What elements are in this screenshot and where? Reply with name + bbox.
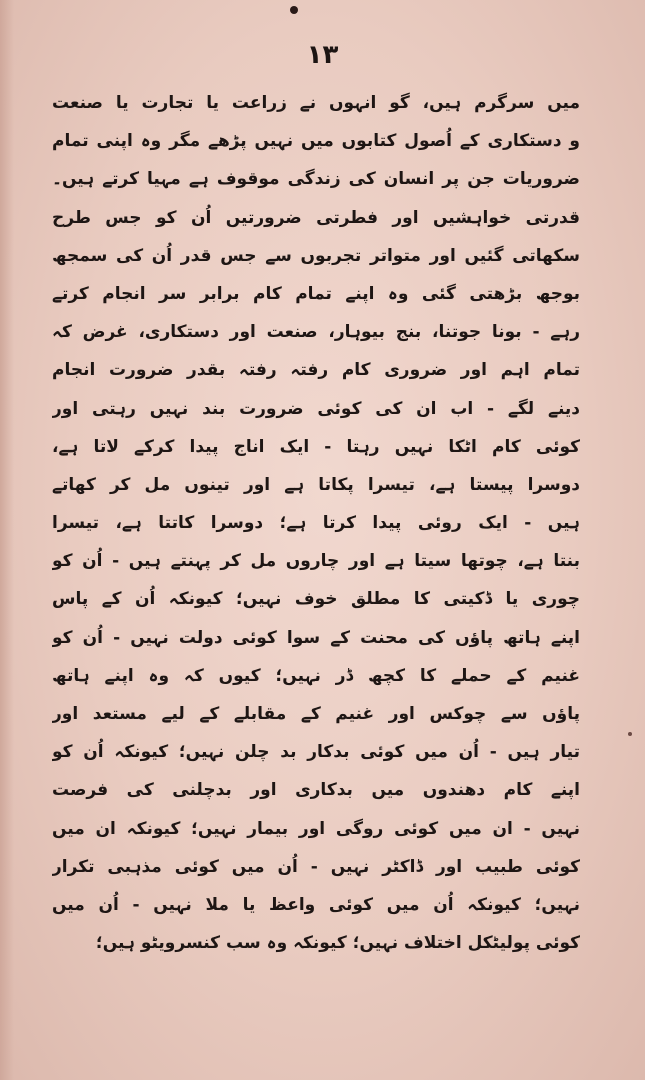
text-line: کوئی طبیب اور ڈاکٹر نہیں - اُن میں کوئی مذہبی تکرار <box>52 856 580 877</box>
text-line: رہے - بونا جوتنا، بنج بیوہار، صنعت اور دستکاری، غرض کہ <box>52 322 580 343</box>
text-line: غنیم کے حملے کا کچھ ڈر نہیں؛ کیوں کہ وہ اپنے ہاتھ <box>52 665 580 686</box>
ink-dot <box>290 6 298 14</box>
text-line: میں سرگرم ہیں، گو انہوں نے زراعت یا تجارت یا صنعت <box>52 93 580 113</box>
text-line: دوسرا پیستا ہے، تیسرا پکاتا ہے اور تینوں مل کر کھاتے <box>52 474 580 495</box>
text-line: تمام اہم اور ضروری کام رفتہ رفتہ بقدر ضرورت انجام <box>52 360 580 381</box>
text-line: اپنے ہاتھ پاؤں کی محنت کے سوا کوئی دولت نہیں - اُن کو <box>52 627 580 648</box>
text-line: نہیں؛ کیونکہ اُن میں کوئی واعظ یا ملا نہیں - اُن میں <box>52 894 580 915</box>
text-line: کوئی پولیٹکل اختلاف نہیں؛ کیونکہ وہ سب کنسرویٹو ہیں؛ <box>95 933 580 954</box>
text-line: بنتا ہے، چوتھا سیتا ہے اور چاروں مل کر پہنتے ہیں - اُن کو <box>52 551 580 572</box>
text-line: کوئی کام اٹکا نہیں رہتا - ایک اناج پیدا کرکے لاتا ہے، <box>52 436 580 457</box>
page-left-shadow <box>0 0 14 1080</box>
ink-speck <box>628 732 632 736</box>
text-line: نہیں - ان میں کوئی روگی اور بیمار نہیں؛ کیونکہ ان میں <box>52 818 580 839</box>
text-line: ہیں - ایک روئی پیدا کرتا ہے؛ دوسرا کاتتا ہے، تیسرا <box>52 513 580 534</box>
text-line: و دستکاری کے اُصول کتابوں میں نہیں پڑھے مگر وہ اپنی تمام <box>52 131 580 152</box>
page-number: ۱۳ <box>306 40 339 70</box>
body-text <box>52 84 580 962</box>
text-line: چوری یا ڈکیتی کا مطلق خوف نہیں؛ کیونکہ اُن کے پاس <box>52 589 580 610</box>
text-line: قدرتی خواہشیں اور فطرتی ضرورتیں اُن کو جس طرح <box>52 207 580 228</box>
text-line: بوجھ بڑھتی گئی وہ اپنے تمام کام برابر سر انجام کرتے <box>52 283 580 304</box>
text-line: اپنے کام دھندوں میں بدکاری اور بدچلنی کی فرصت <box>52 780 580 801</box>
text-line: تیار ہیں - اُن میں کوئی بدکار بد چلن نہیں؛ کیونکہ اُن کو <box>52 742 580 763</box>
text-line: دینے لگے - اب ان کی کوئی ضرورت بند نہیں رہتی اور <box>52 398 580 419</box>
text-line: سکھاتی گئیں اور متواتر تجربوں سے جس قدر اُن کی سمجھ <box>52 245 580 266</box>
text-line: پاؤں سے چوکس اور غنیم کے مقابلے کے لیے مستعد اور <box>52 704 580 724</box>
text-line: ضروریات جن پر انسان کی زندگی موقوف ہے مہیا کرتے ہیں۔ <box>52 169 580 190</box>
